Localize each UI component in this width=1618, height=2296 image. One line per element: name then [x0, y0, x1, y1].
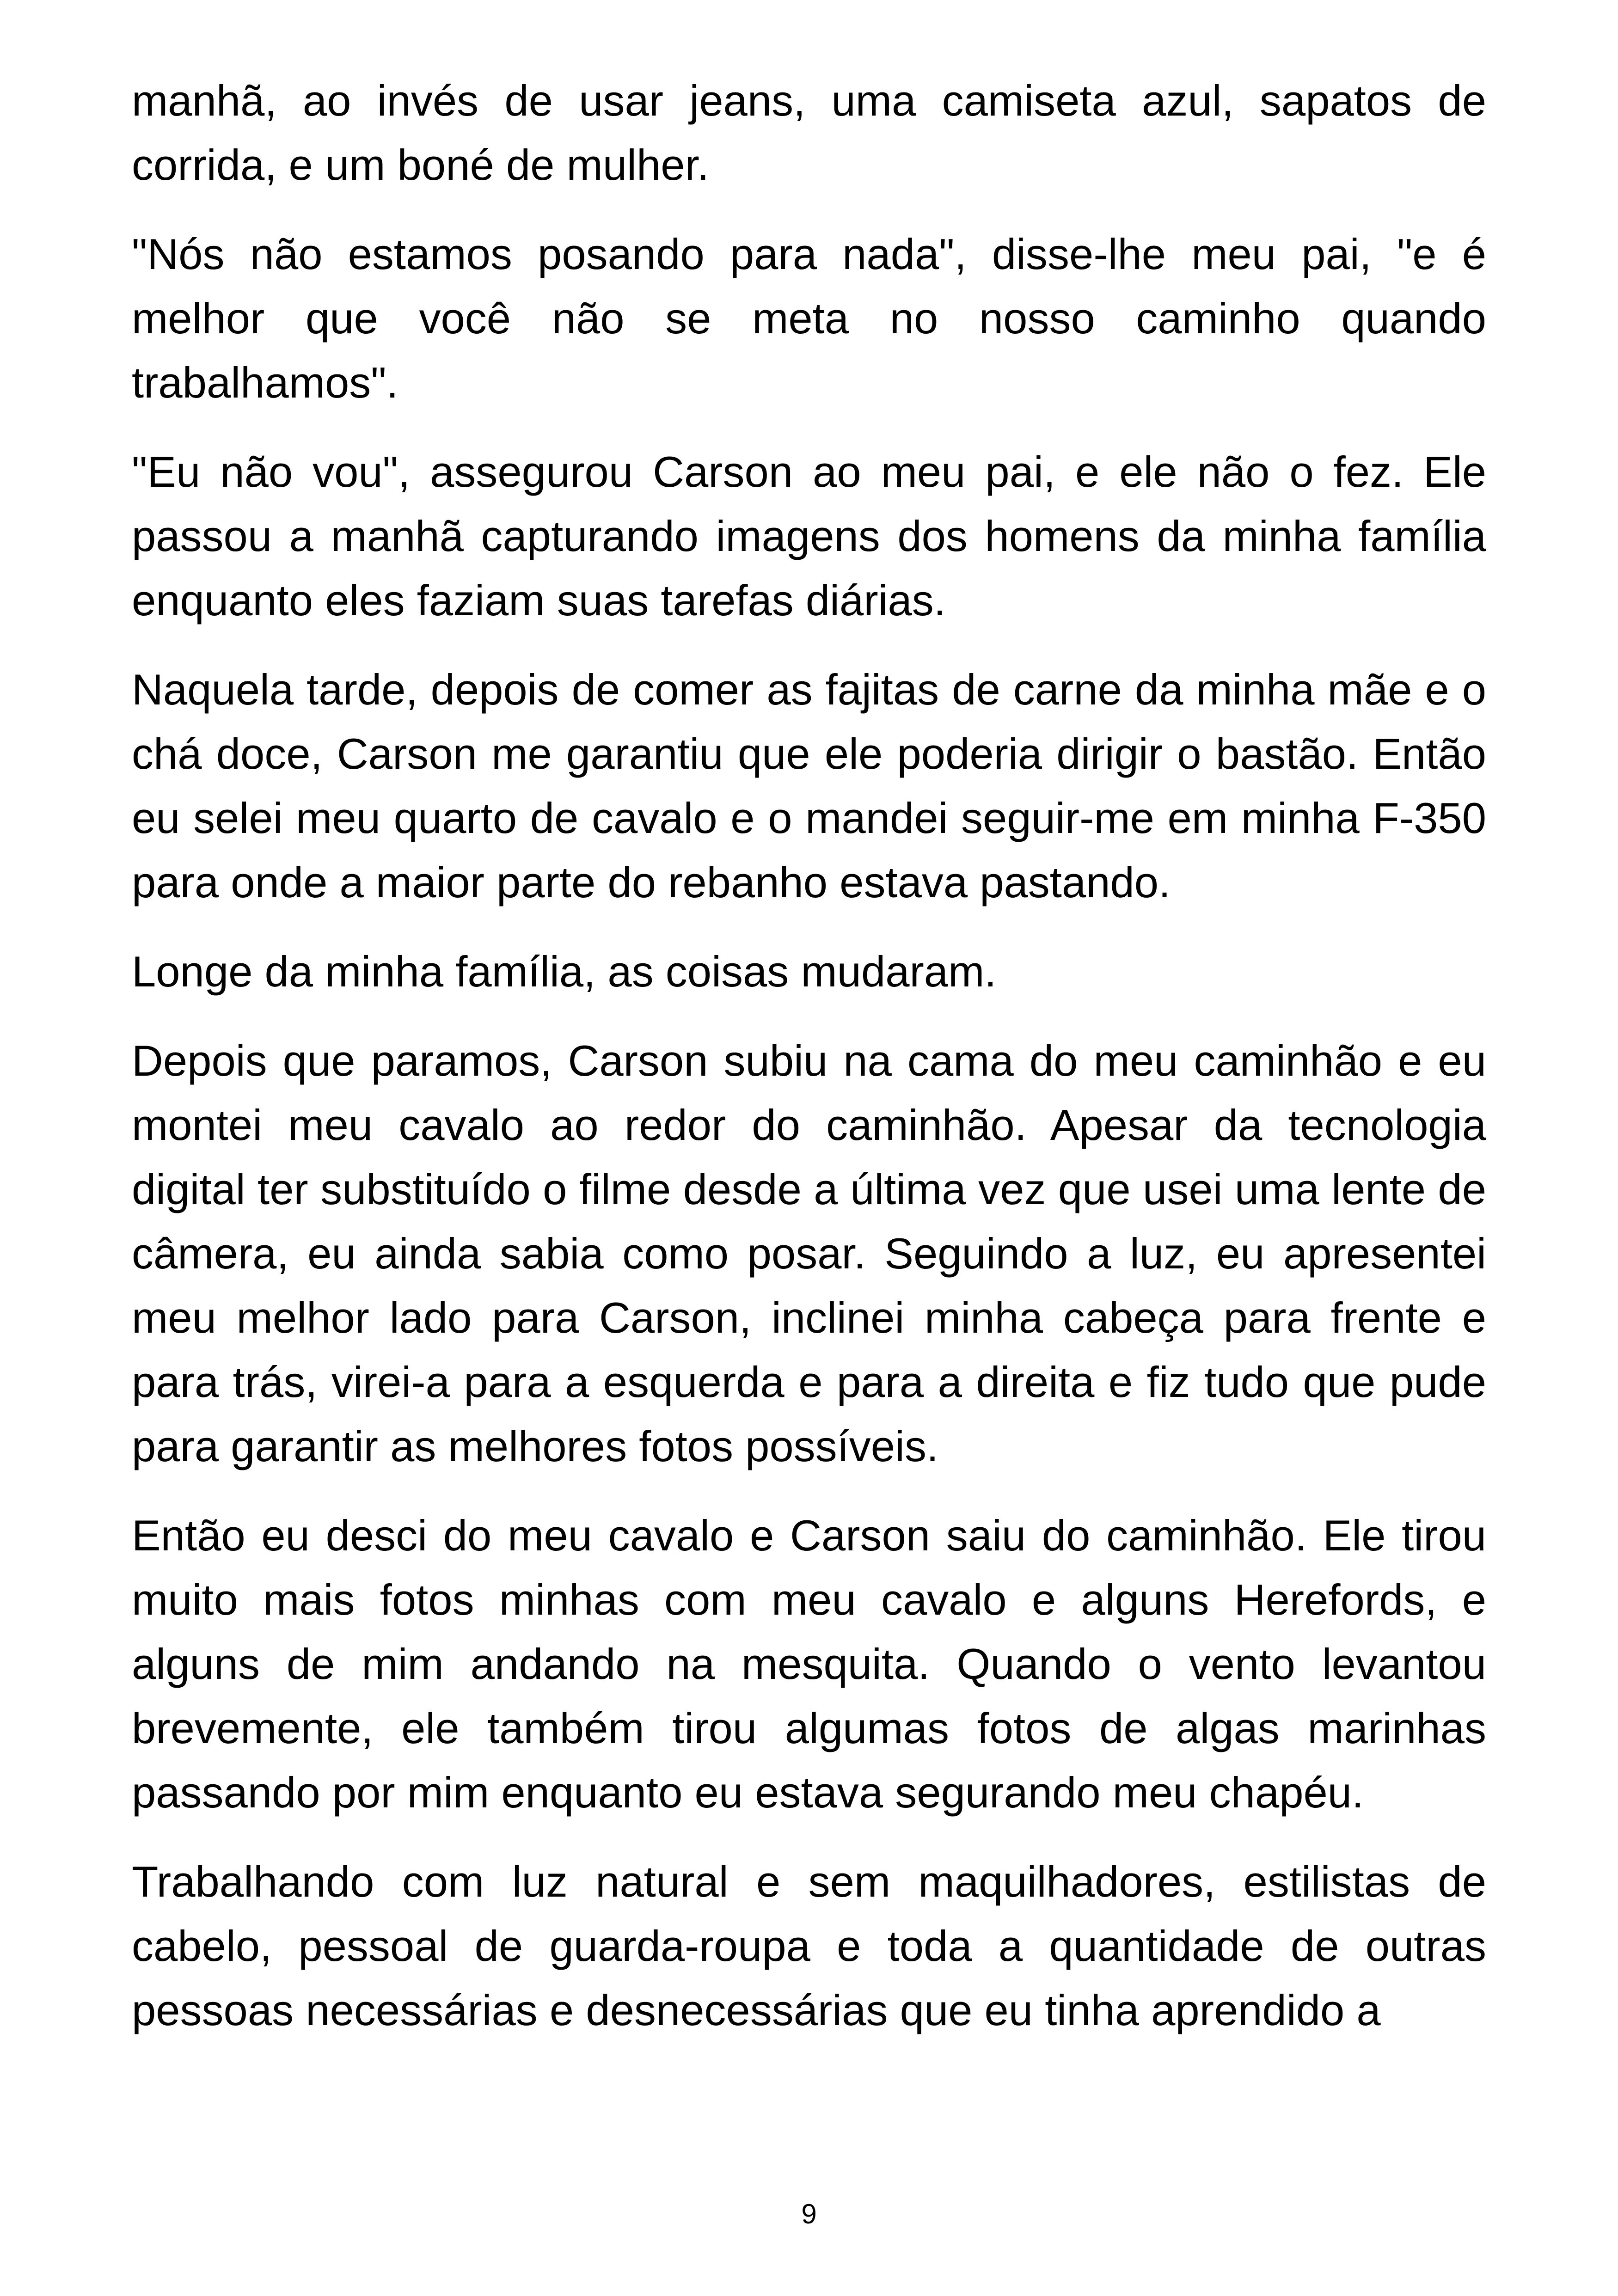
paragraph: Naquela tarde, depois de comer as fajitas de carne da minha mãe e o chá doce, Carson me garantiu que ele poderia dirigir o bastão. Então eu selei meu quarto de cavalo e o mandei seguir-me em minha F-350 para onde a maior parte do rebanho estava pastando. — [132, 665, 1486, 906]
paragraph: Trabalhando com luz natural e sem maquilhadores, estilistas de cabelo, pessoal de guarda-roupa e toda a quantidade de outras pessoas necessárias e desnecessárias que eu tinha aprendido a — [132, 1857, 1486, 2034]
paragraph: "Nós não estamos posando para nada", disse-lhe meu pai, "e é melhor que você não se meta no nosso caminho quando trabalhamos". — [132, 230, 1486, 407]
paragraph: manhã, ao invés de usar jeans, uma camiseta azul, sapatos de corrida, e um boné de mulher. — [132, 76, 1486, 189]
paragraph: Depois que paramos, Carson subiu na cama do meu caminhão e eu montei meu cavalo ao redor do caminhão. Apesar da tecnologia digital ter substituído o filme desde a última vez que usei uma lente de câmera, eu ainda sabia como posar. Seguindo a luz, eu apresentei meu melhor lado para Carson, inclinei minha cabeça para frente e para trás, virei-a para a esquerda e para a direita e fiz tudo que pude para garantir as melhores fotos possíveis. — [132, 1036, 1486, 1470]
paragraph: Então eu desci do meu cavalo e Carson saiu do caminhão. Ele tirou muito mais fotos minhas com meu cavalo e alguns Herefords, e alguns de mim andando na mesquita. Quando o vento levantou brevemente, ele também tirou algumas fotos de algas marinhas passando por mim enquanto eu estava segurando meu chapéu. — [132, 1511, 1486, 1817]
page-number: 9 — [801, 2198, 817, 2229]
text-body — [132, 68, 1486, 2067]
paragraph: "Eu não vou", assegurou Carson ao meu pai, e ele não o fez. Ele passou a manhã capturando imagens dos homens da minha família enquanto eles faziam suas tarefas diárias. — [132, 447, 1486, 625]
paragraph: Longe da minha família, as coisas mudaram. — [132, 947, 997, 996]
